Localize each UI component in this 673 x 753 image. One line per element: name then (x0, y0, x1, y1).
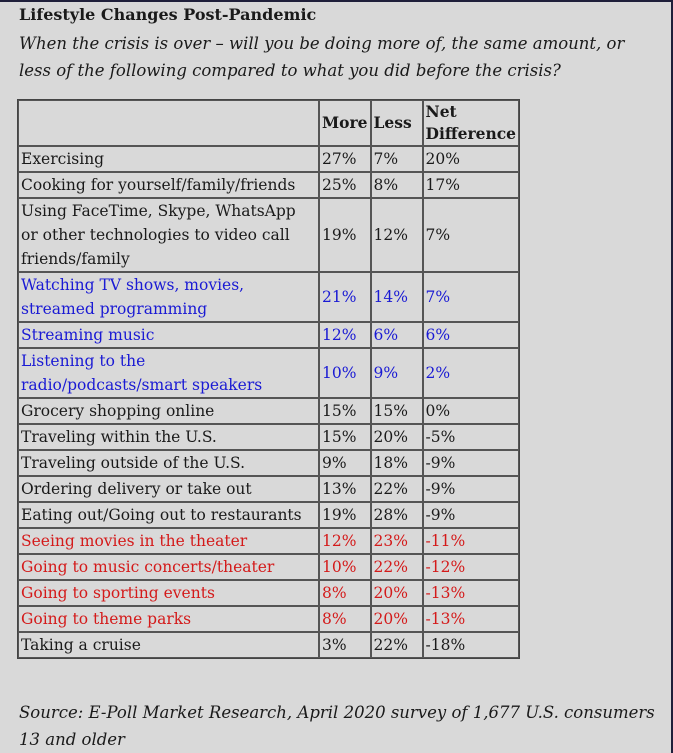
page-title: Lifestyle Changes Post-Pandemic (19, 5, 317, 24)
table-row (18, 398, 519, 424)
more-cell: 12% (319, 322, 371, 348)
net-cell: 2% (423, 348, 520, 398)
more-cell: 15% (319, 424, 371, 450)
net-cell: -18% (423, 632, 520, 658)
table-row (18, 172, 519, 198)
table-row (18, 580, 519, 606)
net-cell: -9% (423, 476, 520, 502)
more-cell: 25% (319, 172, 371, 198)
activity-cell: Going to music concerts/theater (18, 554, 319, 580)
less-cell: 8% (371, 172, 423, 198)
table-row (18, 502, 519, 528)
activity-cell: Ordering delivery or take out (18, 476, 319, 502)
top-border (0, 0, 673, 2)
net-cell: -5% (423, 424, 520, 450)
net-cell: 17% (423, 172, 520, 198)
net-cell: -9% (423, 502, 520, 528)
activity-cell: Listening to the radio/podcasts/smart speakers (18, 348, 319, 398)
less-cell: 6% (371, 322, 423, 348)
source-note: Source: E-Poll Market Research, April 2020 survey of 1,677 U.S. consumers 13 and older (19, 703, 655, 749)
more-cell: 12% (319, 528, 371, 554)
more-cell: 8% (319, 580, 371, 606)
header-less: Less (371, 100, 423, 146)
more-cell: 21% (319, 272, 371, 322)
less-cell: 22% (371, 554, 423, 580)
activity-cell: Taking a cruise (18, 632, 319, 658)
less-cell: 15% (371, 398, 423, 424)
activity-cell: Exercising (18, 146, 319, 172)
net-cell: -13% (423, 606, 520, 632)
less-cell: 20% (371, 580, 423, 606)
table-row (18, 272, 519, 322)
more-cell: 15% (319, 398, 371, 424)
header-more: More (319, 100, 371, 146)
less-cell: 14% (371, 272, 423, 322)
net-cell: 20% (423, 146, 520, 172)
less-cell: 28% (371, 502, 423, 528)
table-row (18, 632, 519, 658)
activity-cell: Grocery shopping online (18, 398, 319, 424)
table-body (18, 146, 519, 658)
more-cell: 19% (319, 198, 371, 272)
less-cell: 22% (371, 632, 423, 658)
activity-cell: Cooking for yourself/family/friends (18, 172, 319, 198)
net-cell: -9% (423, 450, 520, 476)
net-cell: 7% (423, 272, 520, 322)
table-header-row (18, 100, 519, 146)
header-activity (18, 100, 319, 146)
table-row (18, 146, 519, 172)
net-cell: 6% (423, 322, 520, 348)
activity-cell: Traveling outside of the U.S. (18, 450, 319, 476)
survey-results-table (17, 99, 520, 659)
less-cell: 23% (371, 528, 423, 554)
header-net-difference: Net Difference (423, 100, 520, 146)
activity-cell: Eating out/Going out to restaurants (18, 502, 319, 528)
table-row (18, 528, 519, 554)
activity-cell: Watching TV shows, movies, streamed programming (18, 272, 319, 322)
less-cell: 18% (371, 450, 423, 476)
less-cell: 20% (371, 606, 423, 632)
less-cell: 20% (371, 424, 423, 450)
table-row (18, 198, 519, 272)
activity-cell: Seeing movies in the theater (18, 528, 319, 554)
table-row (18, 606, 519, 632)
activity-cell: Going to theme parks (18, 606, 319, 632)
activity-cell: Using FaceTime, Skype, WhatsApp or other technologies to video call friends/family (18, 198, 319, 272)
more-cell: 9% (319, 450, 371, 476)
more-cell: 8% (319, 606, 371, 632)
more-cell: 10% (319, 348, 371, 398)
activity-cell: Streaming music (18, 322, 319, 348)
net-cell: 7% (423, 198, 520, 272)
table-row (18, 450, 519, 476)
table-row (18, 322, 519, 348)
activity-cell: Going to sporting events (18, 580, 319, 606)
activity-cell: Traveling within the U.S. (18, 424, 319, 450)
more-cell: 13% (319, 476, 371, 502)
net-cell: -11% (423, 528, 520, 554)
net-cell: 0% (423, 398, 520, 424)
less-cell: 22% (371, 476, 423, 502)
less-cell: 9% (371, 348, 423, 398)
less-cell: 12% (371, 198, 423, 272)
more-cell: 3% (319, 632, 371, 658)
table-row (18, 348, 519, 398)
more-cell: 27% (319, 146, 371, 172)
more-cell: 10% (319, 554, 371, 580)
less-cell: 7% (371, 146, 423, 172)
more-cell: 19% (319, 502, 371, 528)
net-cell: -13% (423, 580, 520, 606)
table-row (18, 424, 519, 450)
survey-question: When the crisis is over – will you be doing more of, the same amount, or less of the following compared to what you did before the crisis? (19, 34, 625, 80)
net-cell: -12% (423, 554, 520, 580)
table-row (18, 554, 519, 580)
table-row (18, 476, 519, 502)
